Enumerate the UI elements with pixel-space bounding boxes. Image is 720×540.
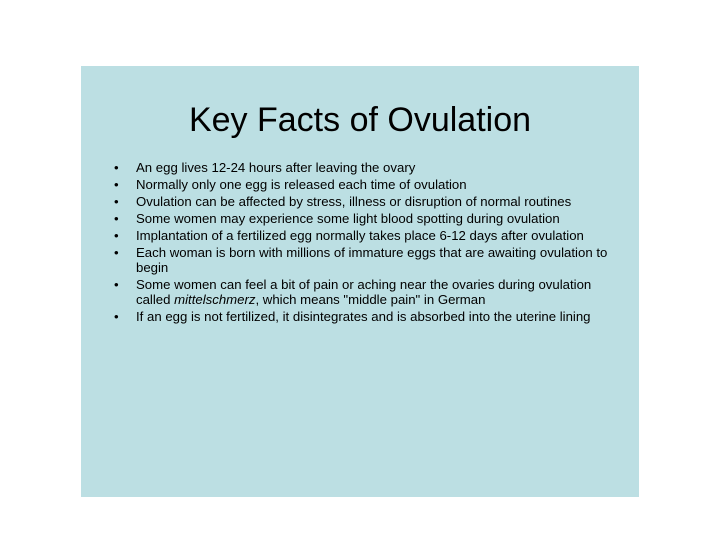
list-item <box>114 177 624 192</box>
bullet-list <box>114 160 624 326</box>
list-item <box>114 228 624 243</box>
bullet-icon: • <box>114 277 119 292</box>
list-item <box>114 309 624 324</box>
bullet-text: Normally only one egg is released each time of ovulation <box>136 177 467 192</box>
slide-title: Key Facts of Ovulation <box>188 101 532 139</box>
list-item <box>114 194 624 209</box>
bullet-text-post: , which means "middle pain" in German <box>255 292 486 307</box>
bullet-text-pre: Some women can feel a bit of pain or aching near the ovaries during ovulation called <box>136 277 592 307</box>
bullet-text: Implantation of a fertilized egg normally takes place 6-12 days after ovulation <box>136 228 584 243</box>
bullet-term-mittelschmerz: mittelschmerz <box>174 292 256 307</box>
bullet-text: An egg lives 12-24 hours after leaving the ovary <box>136 160 416 175</box>
bullet-icon: • <box>114 160 119 175</box>
slide <box>81 66 639 497</box>
list-item <box>114 211 624 226</box>
bullet-icon: • <box>114 177 119 192</box>
bullet-icon: • <box>114 309 119 324</box>
bullet-text: Ovulation can be affected by stress, illness or disruption of normal routines <box>136 194 572 209</box>
bullet-icon: • <box>114 194 119 209</box>
bullet-text: Each woman is born with millions of immature eggs that are awaiting ovulation to begin <box>136 245 608 275</box>
bullet-icon: • <box>114 245 119 260</box>
bullet-text: Some women may experience some light blood spotting during ovulation <box>136 211 560 226</box>
list-item <box>114 277 624 307</box>
bullet-text: If an egg is not fertilized, it disintegrates and is absorbed into the uterine lining <box>136 309 591 324</box>
list-item <box>114 245 624 275</box>
list-item <box>114 160 624 175</box>
bullet-icon: • <box>114 228 119 243</box>
bullet-icon: • <box>114 211 119 226</box>
